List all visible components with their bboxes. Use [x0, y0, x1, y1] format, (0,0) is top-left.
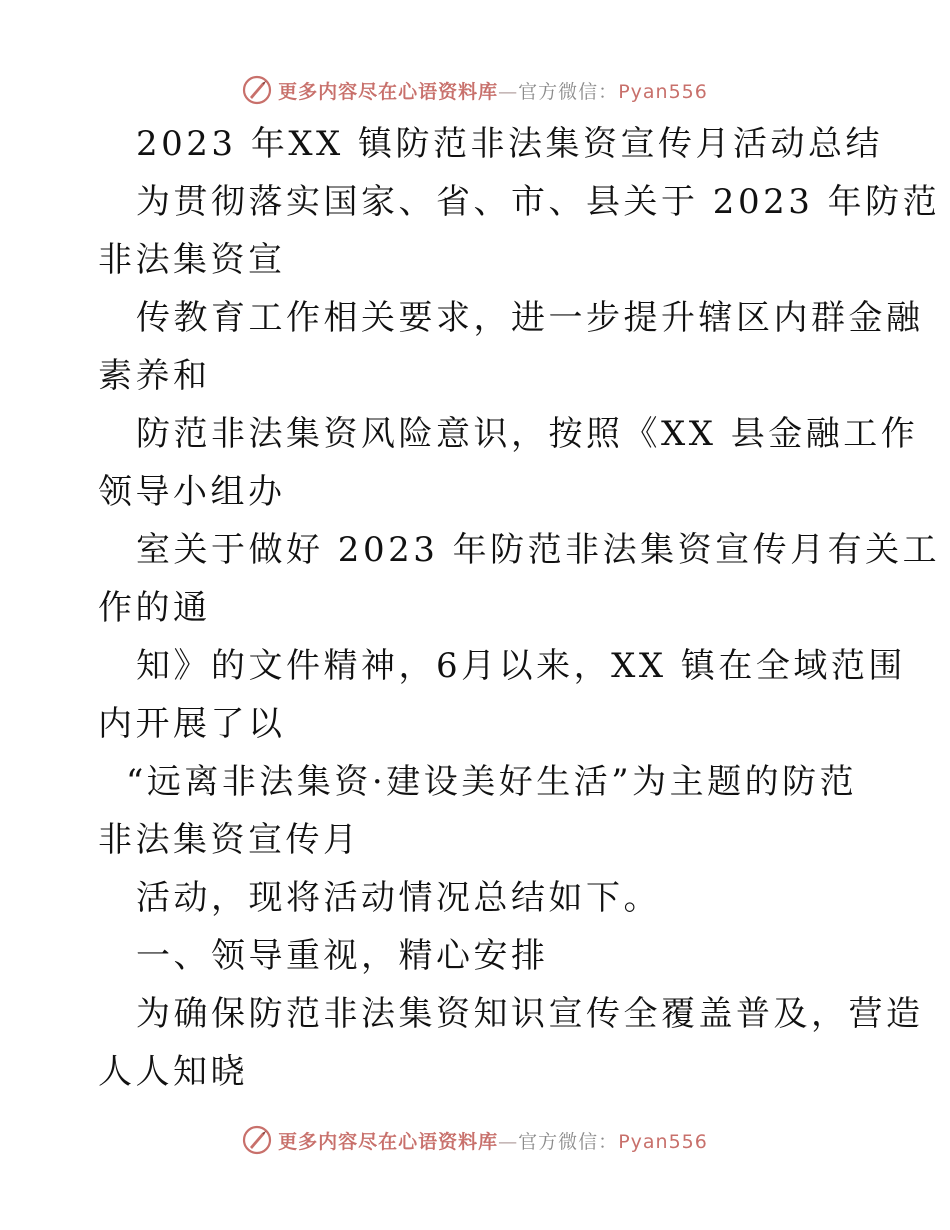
- paragraph-line: 室关于做好 2023 年防范非法集资宣传月有关工: [136, 530, 941, 570]
- paragraph-line: 内开展了以: [98, 704, 286, 744]
- paragraph-line: “远离非法集资·建设美好生活”为主题的防范: [126, 762, 858, 802]
- quill-logo-icon: [242, 1125, 272, 1155]
- paragraph-line: 为确保防范非法集资知识宣传全覆盖普及，营造: [136, 994, 924, 1034]
- watermark-text: 更多内容尽在心语资料库—官方微信：Pyan556: [278, 80, 708, 103]
- section-heading: 一、领导重视，精心安排: [136, 936, 549, 976]
- header-watermark-banner: [0, 70, 950, 110]
- paragraph-line: 传教育工作相关要求，进一步提升辖区内群金融: [136, 298, 924, 338]
- watermark-text: 更多内容尽在心语资料库—官方微信：Pyan556: [278, 1130, 708, 1153]
- paragraph-line: 防范非法集资风险意识，按照《XX 县金融工作: [136, 414, 919, 454]
- paragraph-line: 人人知晓: [98, 1052, 248, 1092]
- paragraph-line: 为贯彻落实国家、省、市、县关于 2023 年防范: [136, 182, 941, 222]
- footer-watermark-banner: [0, 1120, 950, 1160]
- paragraph-line: 领导小组办: [98, 472, 286, 512]
- paragraph-line: 知》的文件精神，6月以来，XX 镇在全域范围: [136, 646, 906, 686]
- paragraph-line: 非法集资宣传月: [98, 820, 361, 860]
- quill-logo-icon: [242, 75, 272, 105]
- paragraph-line: 活动，现将活动情况总结如下。: [136, 878, 661, 918]
- document-title: 2023 年XX 镇防范非法集资宣传月活动总结: [136, 124, 884, 164]
- paragraph-line: 作的通: [98, 588, 211, 628]
- paragraph-line: 素养和: [98, 356, 211, 396]
- paragraph-line: 非法集资宣: [98, 240, 286, 280]
